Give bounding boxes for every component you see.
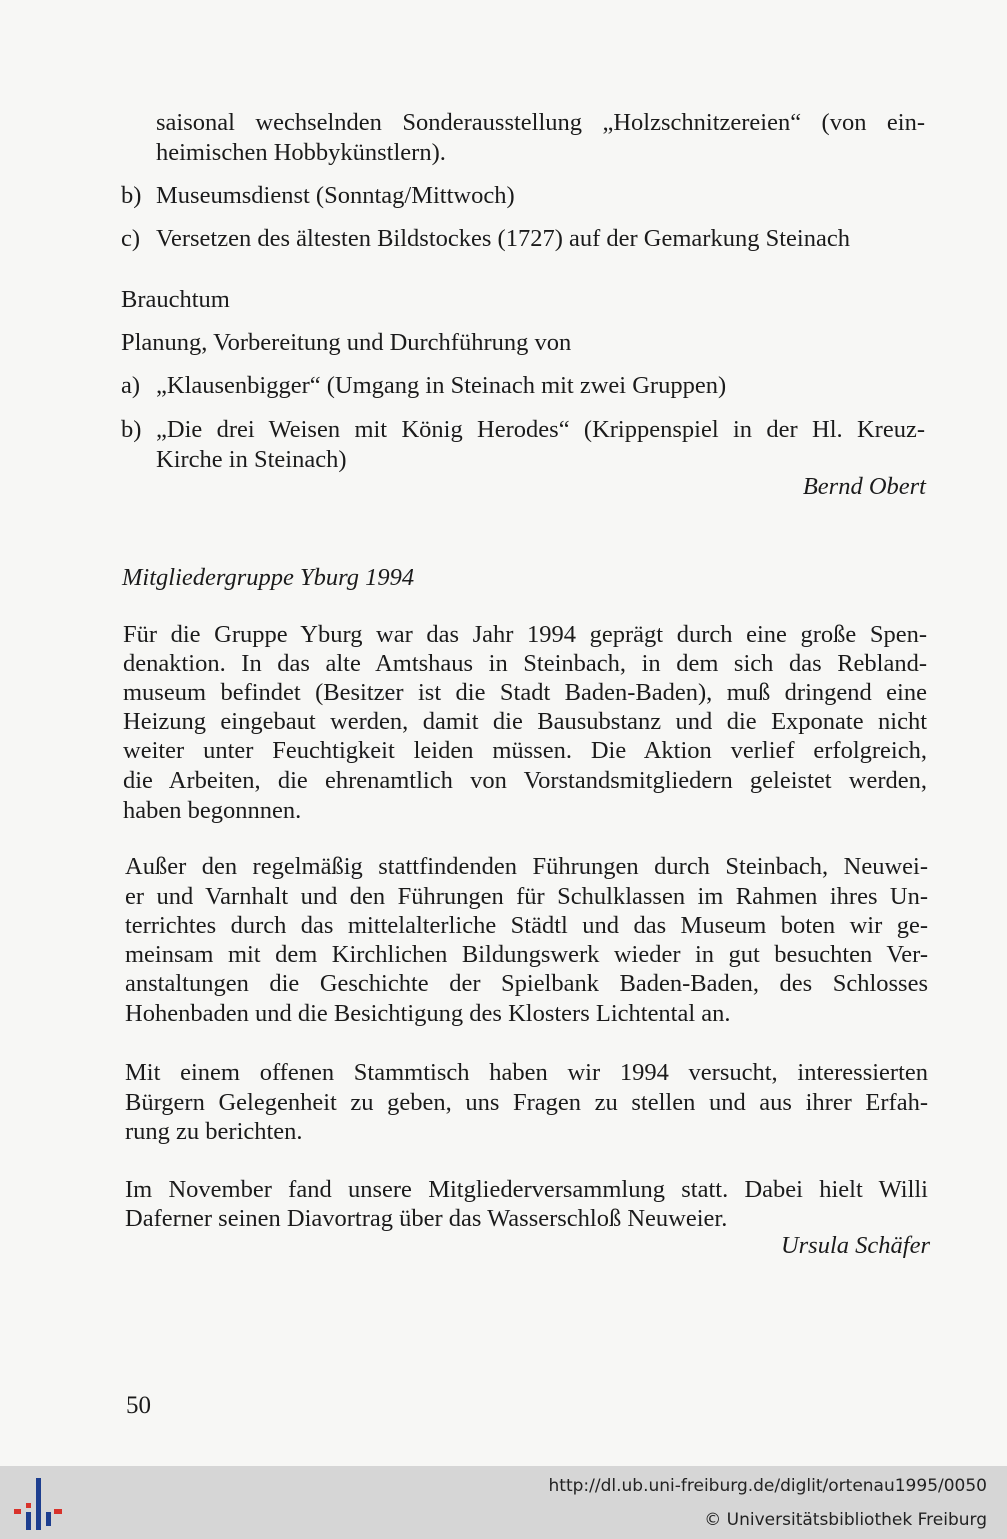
- author-signature: Bernd Obert: [802, 473, 926, 500]
- paragraph-line: Im November fand unsere Mitgliederversammlung statt. Dabei hielt Willi: [125, 1176, 928, 1203]
- continuation-line-1: saisonal wechselnden Sonderausstellung „Holzschnitzereien“ (von ein-: [156, 109, 925, 136]
- source-url-link[interactable]: http://dl.ub.uni-freiburg.de/diglit/ortenau1995/0050: [548, 1476, 987, 1496]
- paragraph-line: Daferner seinen Diavortrag über das Wasserschloß Neuweier.: [125, 1205, 728, 1232]
- paragraph-line: terrichtes durch das mittelalterliche Städtl und das Museum boten wir ge-: [125, 912, 928, 939]
- paragraph-line: Für die Gruppe Yburg war das Jahr 1994 geprägt durch eine große Spen-: [123, 621, 927, 648]
- list-item-label: b): [121, 182, 142, 209]
- section-heading: Brauchtum: [121, 286, 230, 313]
- continuation-line-2: heimischen Hobbykünstlern).: [156, 139, 446, 166]
- list-item-label: c): [121, 225, 141, 252]
- footer-bar: [0, 1466, 1007, 1539]
- list-item-line: Kirche in Steinach): [156, 446, 347, 473]
- list-item-line: „Die drei Weisen mit König Herodes“ (Krippenspiel in der Hl. Kreuz-: [156, 416, 925, 443]
- author-signature: Ursula Schäfer: [780, 1232, 930, 1259]
- paragraph-line: Hohenbaden und die Besichtigung des Klosters Lichtental an.: [125, 1000, 731, 1027]
- ub-freiburg-logo-icon: [12, 1476, 64, 1532]
- list-item: Versetzen des ältesten Bildstockes (1727) auf der Gemarkung Steinach: [156, 225, 850, 252]
- paragraph-line: die Arbeiten, die ehrenamtlich von Vorstandsmitgliedern geleistet werden,: [123, 767, 927, 794]
- page-number: 50: [126, 1392, 151, 1419]
- paragraph-line: Bürgern Gelegenheit zu geben, uns Fragen zu stellen und aus ihrer Erfah-: [125, 1089, 928, 1116]
- copyright-text: © Universitätsbibliothek Freiburg: [704, 1510, 987, 1530]
- paragraph-line: museum befindet (Besitzer ist die Stadt Baden-Baden), muß dringend eine: [123, 679, 927, 706]
- list-item: Museumsdienst (Sonntag/Mittwoch): [156, 182, 515, 209]
- paragraph-line: denaktion. In das alte Amtshaus in Steinbach, in dem sich das Rebland-: [123, 650, 927, 677]
- paragraph-line: Heizung eingebaut werden, damit die Bausubstanz und die Exponate nicht: [123, 708, 927, 735]
- section-title: Mitgliedergruppe Yburg 1994: [122, 564, 415, 591]
- list-item-label: b): [121, 416, 142, 443]
- paragraph-line: weiter unter Feuchtigkeit leiden müssen. Die Aktion verlief erfolgreich,: [123, 737, 927, 764]
- list-item-label: a): [121, 372, 141, 399]
- paragraph-line: Mit einem offenen Stammtisch haben wir 1994 versucht, interessierten: [125, 1059, 928, 1086]
- paragraph-line: Außer den regelmäßig stattfindenden Führungen durch Steinbach, Neuwei-: [125, 853, 928, 880]
- paragraph-line: meinsam mit dem Kirchlichen Bildungswerk wieder in gut besuchten Ver-: [125, 941, 928, 968]
- paragraph-line: anstaltungen die Geschichte der Spielbank Baden-Baden, des Schlosses: [125, 970, 928, 997]
- list-item: „Klausenbigger“ (Umgang in Steinach mit zwei Gruppen): [156, 372, 727, 399]
- paragraph-line: rung zu berichten.: [125, 1118, 303, 1145]
- paragraph-line: er und Varnhalt und den Führungen für Schulklassen im Rahmen ihres Un-: [125, 883, 928, 910]
- paragraph-line: haben begonnnen.: [123, 797, 302, 824]
- intro-text: Planung, Vorbereitung und Durchführung von: [121, 329, 572, 356]
